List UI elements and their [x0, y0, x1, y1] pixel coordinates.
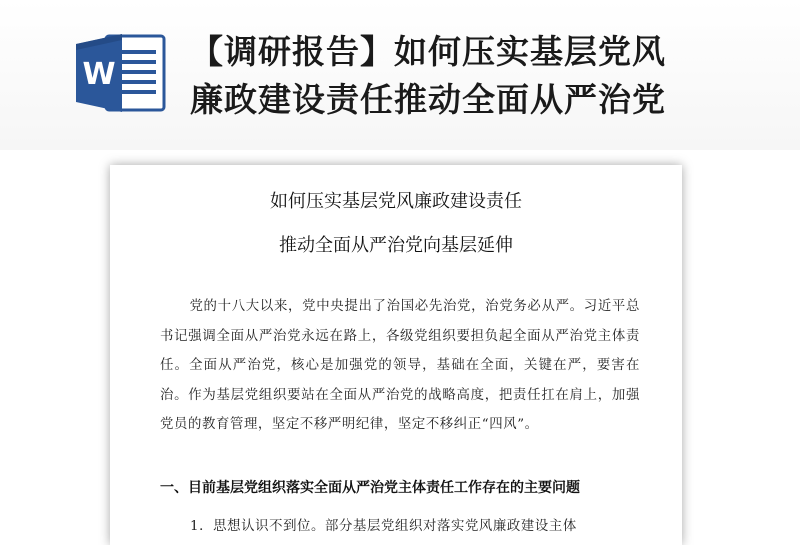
word-document-icon	[72, 30, 168, 116]
document-preview	[110, 165, 682, 545]
page-title	[190, 28, 790, 124]
document-next-line: 1．思想认识不到位。部分基层党组织对落实党风廉政建设主体	[190, 519, 577, 534]
document-title-line-1: 如何压实基层党风廉政建设责任	[270, 191, 522, 212]
document-paragraph: 党的十八大以来，党中央提出了治国必先治党，治党务必从严。习近平总书记强调全面从严治党永远在路上，各级党组织要担负起全面从严治党主体责任。全面从严治党，核心是加强党的领导，基础在全面，关键在严，要害在治。作为基层党组织要站在全面从严治党的战略高度，把责任扛在肩上，加强党员的教育管理，坚定不移严明纪律，坚定不移纠正“四风”。	[160, 299, 640, 432]
title-line-1: 【调研报告】如何压实基层党风	[190, 32, 666, 71]
document-title-line-2: 推动全面从严治党向基层延伸	[279, 235, 513, 256]
title-line-2: 廉政建设责任推动全面从严治党	[190, 80, 666, 119]
svg-text:W: W	[82, 57, 116, 92]
section-heading: 一、目前基层党组织落实全面从严治党主体责任工作存在的主要问题	[160, 480, 580, 496]
